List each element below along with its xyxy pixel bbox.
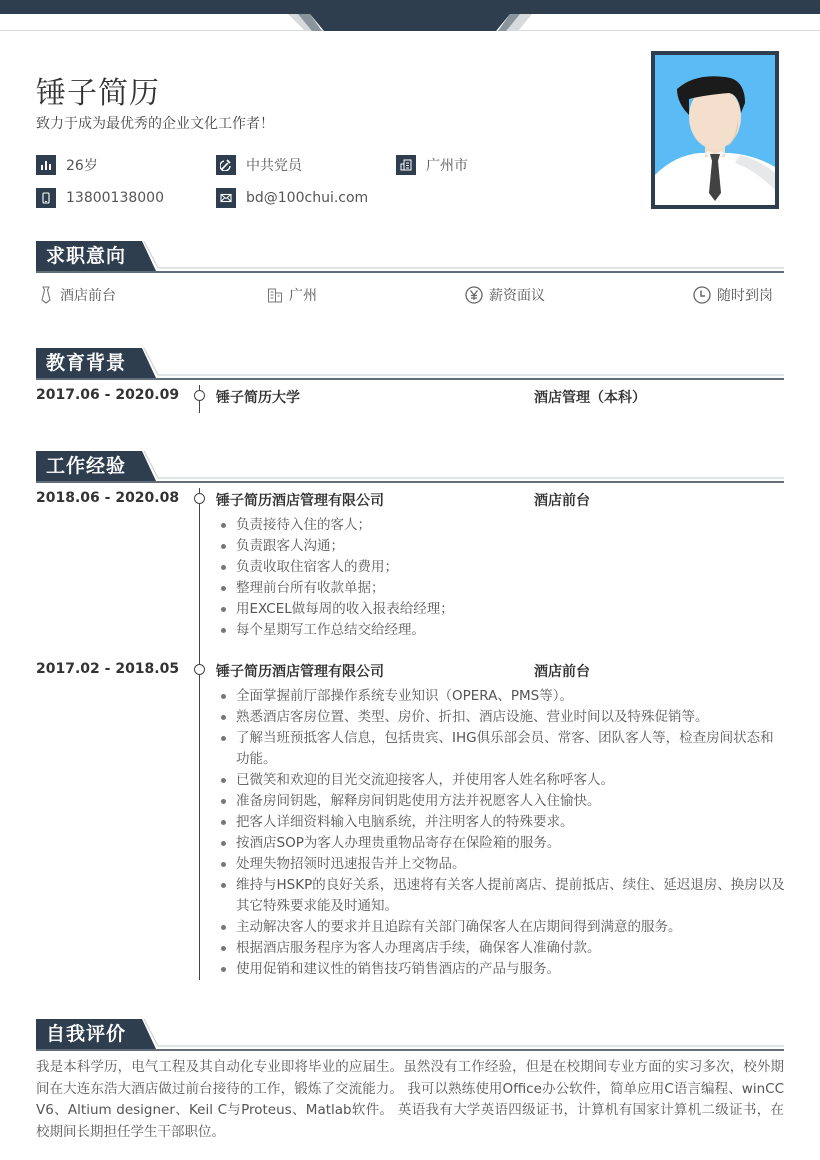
phone-icon	[36, 188, 56, 208]
duty-item: 了解当班预抵客人信息，包括贵宾、IHG俱乐部会员、常客、团队客人等，检查房间状态和功能。	[236, 728, 786, 770]
duty-item: 已微笑和欢迎的目光交流迎接客人，并使用客人姓名称呼客人。	[236, 770, 786, 791]
intent-position-value: 酒店前台	[60, 288, 116, 304]
job-date: 2017.02 - 2018.05	[36, 661, 180, 677]
section-title: 自我评价	[46, 1023, 127, 1045]
duty-item: 处理失物招领时迅速报告并上交物品。	[236, 854, 786, 875]
timeline-dot	[194, 493, 205, 504]
timeline-dot	[194, 390, 205, 401]
info-politics	[216, 155, 302, 175]
duty-item: 负责收取住宿客人的费用；	[236, 557, 786, 578]
tie-icon	[38, 286, 54, 304]
timeline-line	[199, 488, 200, 980]
duty-item: 负责跟客人沟通；	[236, 536, 786, 557]
duty-item: 根据酒店服务程序为客人办理离店手续，确保客人准确付款。	[236, 938, 786, 959]
duty-item: 按酒店SOP为客人办理贵重物品寄存在保险箱的服务。	[236, 833, 786, 854]
duty-item: 使用促销和建议性的销售技巧销售酒店的产品与服务。	[236, 959, 786, 980]
intent-city	[267, 285, 317, 305]
duty-item: 准备房间钥匙，解释房间钥匙使用方法并祝愿客人入住愉快。	[236, 791, 786, 812]
yuan-icon	[465, 286, 483, 304]
avatar-illustration	[655, 55, 775, 205]
self-evaluation-text: 我是本科学历，电气工程及其自动化专业即将毕业的应届生。虽然没有工作经验，但是在校期间专业方面的实习多次，校外期间在大连东浩大酒店做过前台接待的工作，锻炼了交流能力。 我可以熟练使用Office办公软件，简单应用C语言编程、winCC V6、Altium designer、Keil C与Proteus、Matlab软件。 英语我有大学英语四级证书，计算机有国家计算机二级证书，在校期间长期担任学生干部职位。	[36, 1059, 784, 1140]
job-role: 酒店前台	[534, 493, 590, 509]
company-name: 锤子简历酒店管理有限公司	[216, 664, 384, 680]
section-header-self	[36, 1019, 784, 1051]
mail-icon	[216, 188, 236, 208]
duty-item: 用EXCEL做每周的收入报表给经理；	[236, 599, 786, 620]
slogan: 致力于成为最优秀的企业文化工作者！	[36, 116, 274, 132]
duty-item: 把客人详细资料输入电脑系统，并注明客人的特殊要求。	[236, 812, 786, 833]
intent-availability	[693, 285, 773, 305]
duty-item: 主动解决客人的要求并且追踪有关部门确保客人在店期间得到满意的服务。	[236, 917, 786, 938]
job-duties	[236, 686, 786, 980]
building-icon	[396, 155, 416, 175]
duty-item: 维持与HSKP的良好关系，迅速将有关客人提前离店、提前抵店、续住、延迟退房、换房以及其它特殊要求能及时通知。	[236, 875, 786, 917]
duty-item: 全面掌握前厅部操作系统专业知识（OPERA、PMS等）。	[236, 686, 786, 707]
age-value: 26岁	[66, 158, 98, 174]
intent-salary	[465, 285, 545, 305]
intent-city-value: 广州	[289, 288, 317, 304]
intent-salary-value: 薪资面议	[489, 288, 545, 304]
intent-availability-value: 随时到岗	[717, 288, 773, 304]
section-title: 教育背景	[46, 352, 127, 374]
bar-chart-icon	[36, 155, 56, 175]
section-title: 工作经验	[46, 455, 127, 477]
school-name: 锤子简历大学	[216, 390, 300, 406]
section-header-intent	[36, 241, 784, 273]
phone-value[interactable]: 13800138000	[66, 190, 164, 206]
section-header-work	[36, 451, 784, 483]
duty-item: 熟悉酒店客房位置、类型、房价、折扣、酒店设施、营业时间以及特殊促销等。	[236, 707, 786, 728]
company-name: 锤子简历酒店管理有限公司	[216, 493, 384, 509]
job-date: 2018.06 - 2020.08	[36, 490, 180, 506]
section-header-education	[36, 348, 784, 380]
email-value[interactable]: bd@100chui.com	[246, 190, 369, 206]
duty-item: 每个星期写工作总结交给经理。	[236, 620, 786, 641]
info-email	[216, 188, 368, 208]
avatar	[651, 51, 779, 209]
resume-name: 锤子简历	[36, 76, 160, 111]
duty-item: 负责接待入住的客人；	[236, 515, 786, 536]
politics-value: 中共党员	[246, 158, 302, 174]
timeline-dot	[194, 664, 205, 675]
top-banner-tab	[0, 0, 820, 32]
duty-item: 整理前台所有收款单据；	[236, 578, 786, 599]
section-title: 求职意向	[46, 245, 127, 267]
info-city	[396, 155, 468, 175]
major: 酒店管理（本科）	[534, 390, 646, 406]
job-role: 酒店前台	[534, 664, 590, 680]
city-icon	[267, 286, 283, 304]
job-duties	[236, 515, 786, 641]
intent-position	[38, 285, 116, 305]
city-value: 广州市	[426, 158, 468, 174]
education-date: 2017.06 - 2020.09	[36, 387, 180, 403]
party-emblem-icon	[216, 155, 236, 175]
info-age	[36, 155, 98, 175]
clock-icon	[693, 286, 711, 304]
info-phone	[36, 188, 164, 208]
